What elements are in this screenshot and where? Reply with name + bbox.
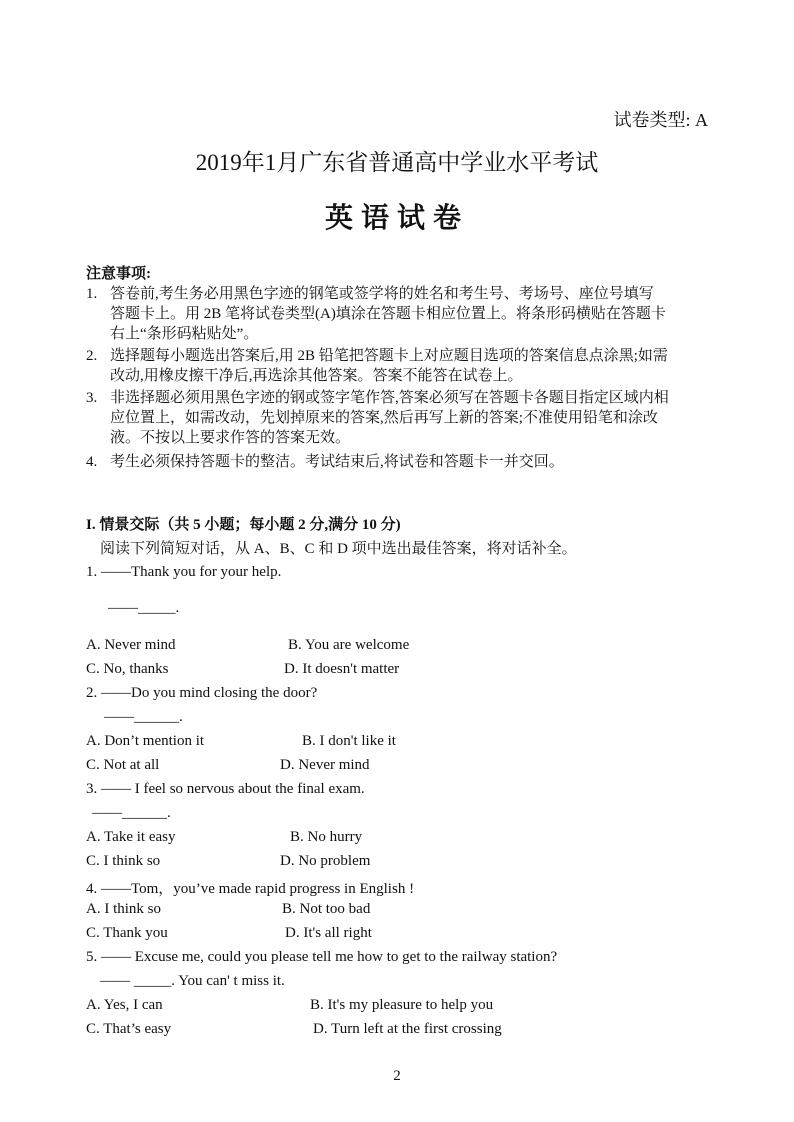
subject-title: 英语试卷 xyxy=(324,203,469,234)
notes-heading: 注意事项: xyxy=(86,266,151,282)
note-line: 选择题每小题选出答案后,用 2B 铅笔把答题卡上对应题目选项的答案信息点涂黑;如需 xyxy=(110,348,668,364)
answer-option: C. I think so xyxy=(86,853,161,869)
note-line: 考生必须保持答题卡的整洁。考试结束后,将试卷和答题卡一并交回。 xyxy=(110,454,564,470)
answer-option: C. Thank you xyxy=(86,925,168,941)
note-number: 2. xyxy=(86,348,98,364)
note-line: 应位置上，如需改动，先划掉原来的答案,然后再写上新的答案;不准使用铅笔和涂改 xyxy=(110,410,658,426)
note-number: 3. xyxy=(86,390,98,406)
paper-type-label: 试卷类型: A xyxy=(613,110,708,130)
note-number: 1. xyxy=(86,286,98,302)
page-number: 2 xyxy=(393,1068,401,1084)
section-instruction: 阅读下列简短对话，从 A、B、C 和 D 项中选出最佳答案，将对话补全。 xyxy=(100,541,577,557)
question-prompt: 4. ——Tom，you’ve made rapid progress in English ! xyxy=(86,881,415,897)
answer-option: C. No, thanks xyxy=(86,661,169,677)
answer-option: C. Not at all xyxy=(86,757,160,773)
answer-option: D. No problem xyxy=(280,853,371,869)
answer-option: B. You are welcome xyxy=(288,637,410,653)
answer-option: B. It's my pleasure to help you xyxy=(310,997,494,1013)
answer-blank: ——_____. xyxy=(108,600,180,616)
note-line: 非选择题必须用黑色字迹的钢或签字笔作答,答案必须写在答题卡各题目指定区域内相 xyxy=(110,390,669,406)
answer-option: B. No hurry xyxy=(290,829,363,845)
answer-option: A. I think so xyxy=(86,901,161,917)
answer-option: D. Turn left at the first crossing xyxy=(313,1021,502,1037)
question-prompt: 1. ——Thank you for your help. xyxy=(86,564,282,580)
exam-title: 2019年1月广东省普通高中学业水平考试 xyxy=(195,150,599,175)
answer-blank: ——______. xyxy=(92,805,171,821)
section-heading: I. 情景交际（共 5 小题；每小题 2 分,满分 10 分) xyxy=(86,517,401,533)
answer-option: D. It doesn't matter xyxy=(284,661,400,677)
answer-blank: ——______. xyxy=(104,709,183,725)
note-number: 4. xyxy=(86,454,98,470)
note-line: 右上“条形码粘贴处”。 xyxy=(110,326,259,342)
answer-option: B. Not too bad xyxy=(282,901,371,917)
answer-option: A. Don’t mention it xyxy=(86,733,205,749)
answer-option: A. Never mind xyxy=(86,637,176,653)
answer-option: D. Never mind xyxy=(280,757,370,773)
answer-option: A. Take it easy xyxy=(86,829,176,845)
question-prompt: 5. —— Excuse me, could you please tell me how to get to the railway station? xyxy=(86,949,558,965)
question-prompt: 3. —— I feel so nervous about the final exam. xyxy=(86,781,365,797)
question-prompt: 2. ——Do you mind closing the door? xyxy=(86,685,318,701)
answer-blank: —— _____. You can' t miss it. xyxy=(100,973,285,989)
answer-option: C. That’s easy xyxy=(86,1021,172,1037)
note-line: 液。不按以上要求作答的答案无效。 xyxy=(110,430,351,446)
note-line: 改动,用橡皮擦干净后,再选涂其他答案。答案不能答在试卷上。 xyxy=(110,368,523,384)
note-line: 答卷前,考生务必用黑色字迹的钢笔或签学将的姓名和考生号、考场号、座位号填写 xyxy=(110,286,654,302)
answer-option: B. I don't like it xyxy=(302,733,396,749)
answer-option: A. Yes, I can xyxy=(86,997,163,1013)
answer-option: D. It's all right xyxy=(285,925,372,941)
note-line: 答题卡上。用 2B 笔将试卷类型(A)填涂在答题卡相应位置上。将条形码横贴在答题卡 xyxy=(110,306,666,322)
